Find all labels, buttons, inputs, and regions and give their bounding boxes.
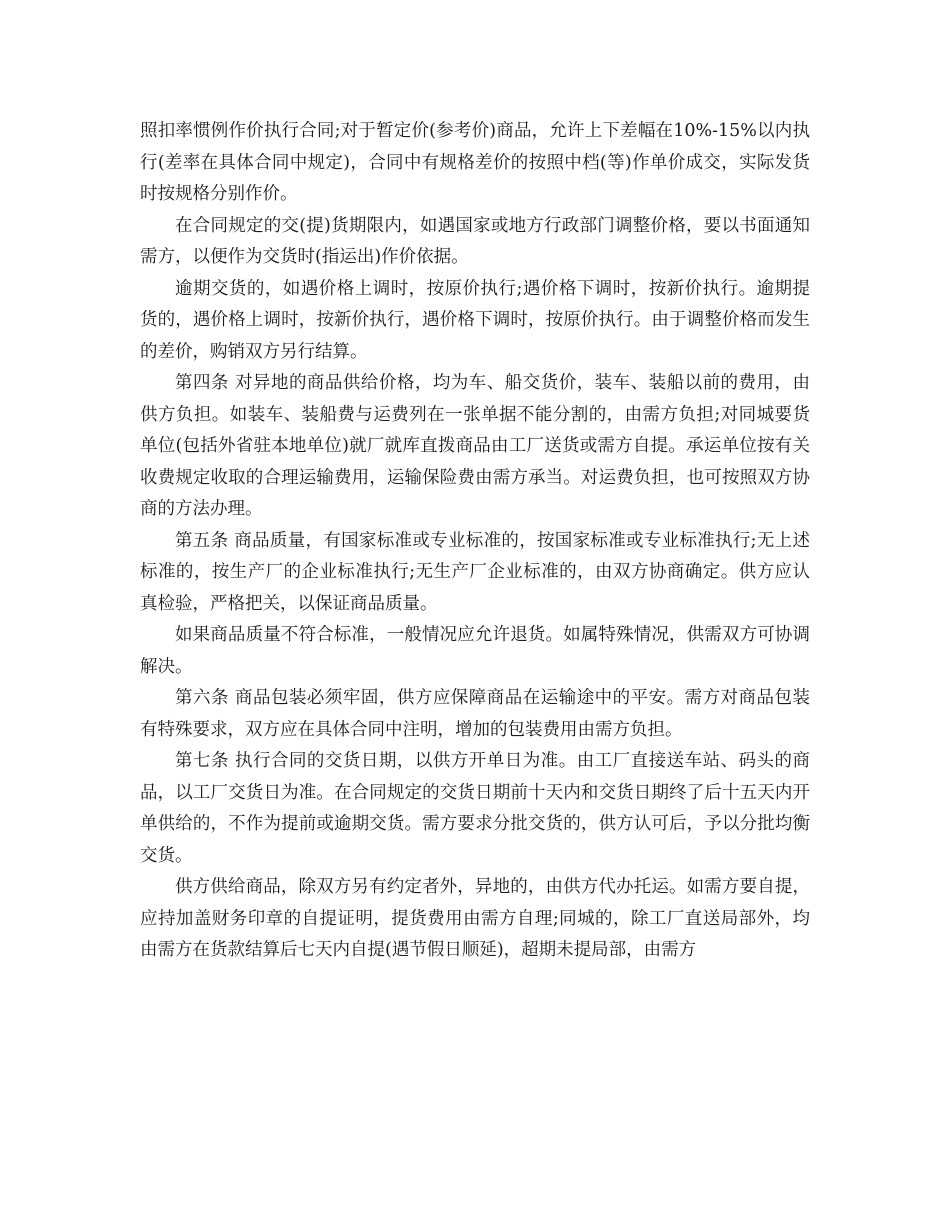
document-body	[140, 116, 810, 967]
paragraph-article-5: 第五条 商品质量，有国家标准或专业标准的，按国家标准或专业标准执行;无上述标准的，按生产厂的企业标准执行;无生产厂企业标准的，由双方协商确定。供方应认真检验，严格把关，以保证商品质量。	[140, 530, 810, 614]
paragraph-price-adjustment-notice: 在合同规定的交(提)货期限内，如遇国家或地方行政部门调整价格，要以书面通知需方，以便作为交货时(指运出)作价依据。	[140, 215, 810, 267]
paragraph-price-terms: 照扣率惯例作价执行合同;对于暂定价(参考价)商品，允许上下差幅在10%-15%以内执行(差率在具体合同中规定)，合同中有规格差价的按照中档(等)作单价成交，实际发货时按规格分别作价。	[140, 121, 810, 204]
paragraph-article-4: 第四条 对异地的商品供给价格，均为车、船交货价，装车、装船以前的费用，由供方负担。如装车、装船费与运费列在一张单据不能分割的，由需方负担;对同城要货单位(包括外省驻本地单位)就厂就库直拨商品由工厂送货或需方自提。承运单位按有关收费规定收取的合理运输费用，运输保险费由需方承当。对运费负担，也可按照双方协商的方法办理。	[140, 373, 810, 519]
paragraph-delivery-consignment: 供方供给商品，除双方另有约定者外，异地的，由供方代办托运。如需方要自提，应持加盖财务印章的自提证明，提货费用由需方自理;同城的，除工厂直送局部外，均由需方在货款结算后七天内自提(遇节假日顺延)，超期未提局部，由需方	[140, 877, 810, 960]
paragraph-overdue-pricing: 逾期交货的，如遇价格上调时，按原价执行;遇价格下调时，按新价执行。逾期提货的，遇价格上调时，按新价执行，遇价格下调时，按原价执行。由于调整价格而发生的差价，购销双方另行结算。	[140, 278, 810, 362]
paragraph-article-6: 第六条 商品包装必须牢固，供方应保障商品在运输途中的平安。需方对商品包装有特殊要求，双方应在具体合同中注明，增加的包装费用由需方负担。	[140, 688, 810, 740]
paragraph-article-7: 第七条 执行合同的交货日期，以供方开单日为准。由工厂直接送车站、码头的商品，以工厂交货日为准。在合同规定的交货日期前十天内和交货日期终了后十五天内开单供给的，不作为提前或逾期交货。需方要求分批交货的，供方认可后，予以分批均衡交货。	[140, 751, 810, 866]
paragraph-quality-return: 如果商品质量不符合标准，一般情况应允许退货。如属特殊情况，供需双方可协调解决。	[140, 625, 810, 677]
